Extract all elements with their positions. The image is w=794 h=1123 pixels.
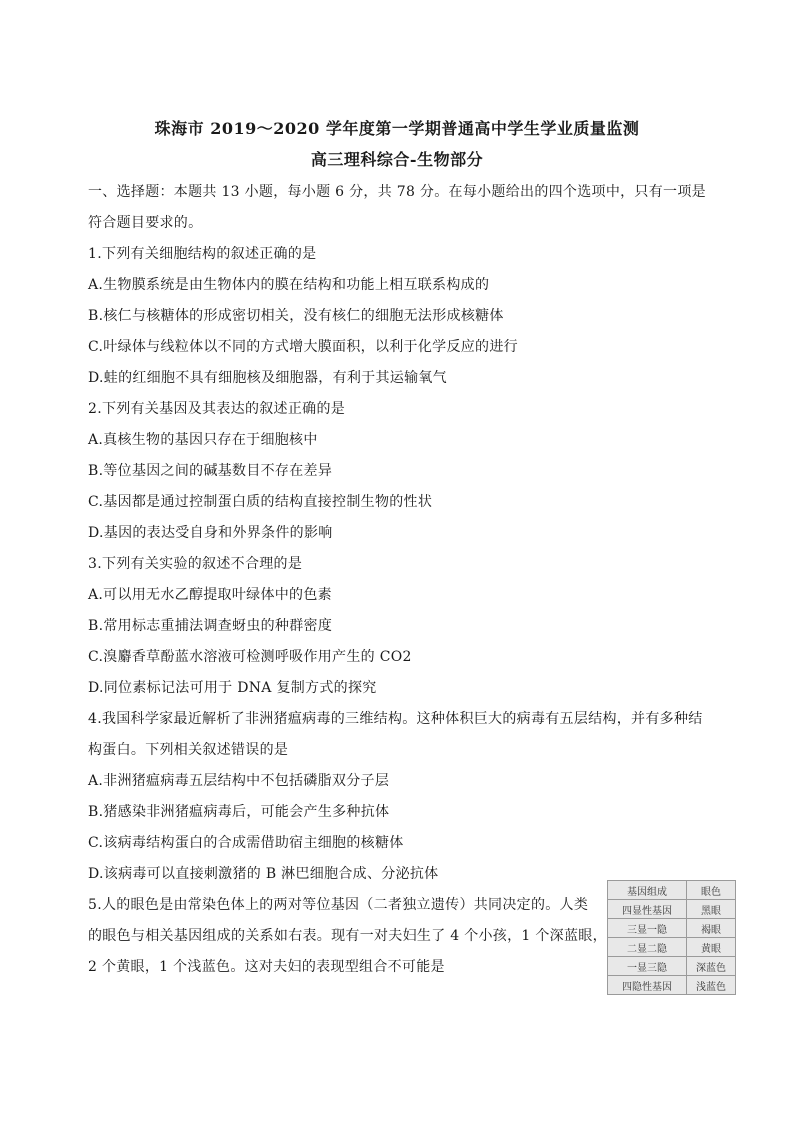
table-header-row [608, 881, 736, 900]
question-4-option-d: D.该病毒可以直接刺激猪的 B 淋巴细胞合成、分泌抗体 [88, 866, 439, 882]
question-4-stem-line-2: 构蛋白。下列相关叙述错误的是 [88, 742, 289, 758]
table-cell: 四隐性基因 [608, 976, 687, 995]
question-2-option-c: C.基因都是通过控制蛋白质的结构直接控制生物的性状 [88, 494, 433, 510]
table-row [608, 957, 736, 976]
table-cell: 深蓝色 [687, 957, 736, 976]
question-4-stem-line-1: 4.我国科学家最近解析了非洲猪瘟病毒的三维结构。这种体积巨大的病毒有五层结构，并有多种结 [88, 711, 703, 727]
question-2-option-b: B.等位基因之间的碱基数目不存在差异 [88, 463, 333, 479]
table-row [608, 900, 736, 919]
table-cell: 一显三隐 [608, 957, 687, 976]
table-cell: 二显二隐 [608, 938, 687, 957]
table-cell: 黑眼 [687, 900, 736, 919]
table-cell: 浅蓝色 [687, 976, 736, 995]
section-intro-line-1: 一、选择题：本题共 13 小题，每小题 6 分，共 78 分。在每小题给出的四个选项中，只有一项是 [88, 184, 706, 200]
question-1-option-a: A.生物膜系统是由生物体内的膜在结构和功能上相互联系构成的 [88, 277, 490, 293]
table-cell: 三显一隐 [608, 919, 687, 938]
question-1-option-b: B.核仁与核糖体的形成密切相关，没有核仁的细胞无法形成核糖体 [88, 308, 504, 324]
page-subtitle: 高三理科综合-生物部分 [310, 150, 484, 169]
question-4-option-b: B.猪感染非洲猪瘟病毒后，可能会产生多种抗体 [88, 804, 390, 820]
table-cell: 四显性基因 [608, 900, 687, 919]
question-3-option-c: C.溴麝香草酚蓝水溶液可检测呼吸作用产生的 CO2 [88, 649, 412, 665]
question-2-stem: 2.下列有关基因及其表达的叙述正确的是 [88, 401, 346, 417]
question-4-option-a: A.非洲猪瘟病毒五层结构中不包括磷脂双分子层 [88, 773, 390, 789]
table-cell: 褐眼 [687, 919, 736, 938]
question-2-option-d: D.基因的表达受自身和外界条件的影响 [88, 525, 333, 541]
question-4-option-c: C.该病毒结构蛋白的合成需借助宿主细胞的核糖体 [88, 835, 404, 851]
question-3-option-d: D.同位素标记法可用于 DNA 复制方式的探究 [88, 680, 377, 696]
question-5-stem-line-2: 的眼色与相关基因组成的关系如右表。现有一对夫妇生了 4 个小孩，1 个深蓝眼， [88, 928, 607, 944]
table-row [608, 976, 736, 995]
table-row [608, 938, 736, 957]
table-header-cell: 基因组成 [608, 881, 687, 900]
question-1-option-c: C.叶绿体与线粒体以不同的方式增大膜面积，以利于化学反应的进行 [88, 339, 518, 355]
question-3-stem: 3.下列有关实验的叙述不合理的是 [88, 556, 303, 572]
table-row [608, 919, 736, 938]
question-2-option-a: A.真核生物的基因只存在于细胞核中 [88, 432, 318, 448]
gene-eye-color-table [607, 880, 736, 995]
question-5-stem-line-3: 2 个黄眼，1 个浅蓝色。这对夫妇的表现型组合不可能是 [88, 959, 445, 975]
section-intro-line-2: 符合题目要求的。 [88, 215, 203, 231]
question-5-stem-line-1: 5.人的眼色是由常染色体上的两对等位基因（二者独立遗传）共同决定的。人类 [88, 897, 589, 913]
question-3-option-a: A.可以用无水乙醇提取叶绿体中的色素 [88, 587, 332, 603]
table-cell: 黄眼 [687, 938, 736, 957]
page-title: 珠海市 2019～2020 学年度第一学期普通高中学生学业质量监测 [154, 119, 640, 138]
question-1-stem: 1.下列有关细胞结构的叙述正确的是 [88, 246, 317, 262]
question-1-option-d: D.蛙的红细胞不具有细胞核及细胞器，有利于其运输氧气 [88, 370, 447, 386]
table-header-cell: 眼色 [687, 881, 736, 900]
question-3-option-b: B.常用标志重捕法调查蚜虫的种群密度 [88, 618, 333, 634]
